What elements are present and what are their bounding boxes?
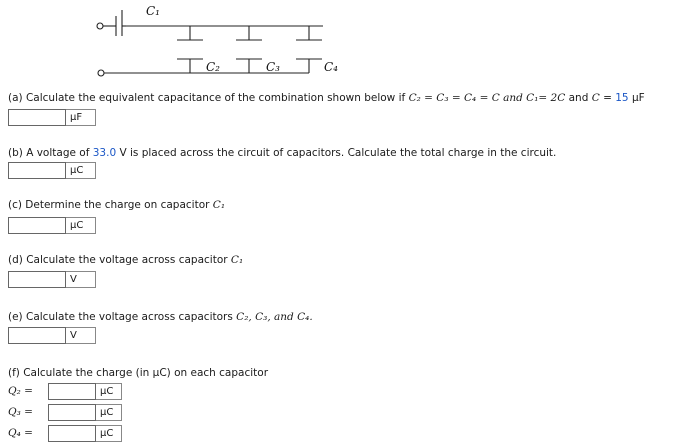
capacitance-value: 15: [615, 92, 629, 104]
c-variable: C: [591, 92, 600, 104]
c2-label: C₂: [206, 60, 220, 74]
answer-q2-row: [8, 383, 122, 400]
q2-unit: μC: [96, 383, 122, 400]
answer-e-unit: V: [66, 327, 96, 344]
question-b: (b) A voltage of 33.0 V is placed across the circuit of capacitors. Calculate the total charge in the circuit.: [8, 147, 557, 159]
question-d: (d) Calculate the voltage across capacitor C₁: [8, 254, 244, 266]
answer-c-input[interactable]: [8, 217, 66, 234]
q4-input[interactable]: [48, 425, 96, 442]
answer-d-unit: V: [66, 271, 96, 288]
question-f: (f) Calculate the charge (in μC) on each capacitor: [8, 367, 269, 379]
q4-label: Q₄ =: [8, 427, 33, 439]
answer-q3-row: [8, 404, 122, 421]
answer-q4-row: [8, 425, 122, 442]
q2-input[interactable]: [48, 383, 96, 400]
q4-unit: μC: [96, 425, 122, 442]
voltage-value: 33.0: [92, 147, 117, 159]
question-c: (c) Determine the charge on capacitor C₁: [8, 199, 226, 211]
answer-b-unit: μC: [66, 162, 96, 179]
answer-b-input[interactable]: [8, 162, 66, 179]
terminal-bottom: [98, 70, 104, 76]
answer-b: [8, 162, 96, 179]
terminal-top: [97, 23, 103, 29]
answer-a: [8, 109, 96, 126]
q3-label: Q₃ =: [8, 406, 33, 418]
condition-text: C₂ = C₃ = C₄ = C and C₁= 2C: [408, 92, 566, 104]
question-a: (a) Calculate the equivalent capacitance of the combination shown below if C₂ = C₃ = C₄ = C and C₁= 2C and C = 15 μF: [8, 92, 645, 104]
question-e: (e) Calculate the voltage across capacitors C₂, C₃, and C₄.: [8, 311, 313, 323]
q3-input[interactable]: [48, 404, 96, 421]
q2-label: Q₂ =: [8, 385, 33, 397]
answer-c-unit: μC: [66, 217, 96, 234]
c4-label: C₄: [324, 60, 338, 74]
answer-c: [8, 217, 96, 234]
c3-label: C₃: [266, 60, 280, 74]
answer-a-unit: μF: [66, 109, 96, 126]
c1-label: C₁: [146, 4, 160, 18]
q3-unit: μC: [96, 404, 122, 421]
answer-d-input[interactable]: [8, 271, 66, 288]
answer-e-input[interactable]: [8, 327, 66, 344]
answer-a-input[interactable]: [8, 109, 66, 126]
answer-e: [8, 327, 96, 344]
circuit-diagram: [0, 0, 696, 90]
answer-d: [8, 271, 96, 288]
